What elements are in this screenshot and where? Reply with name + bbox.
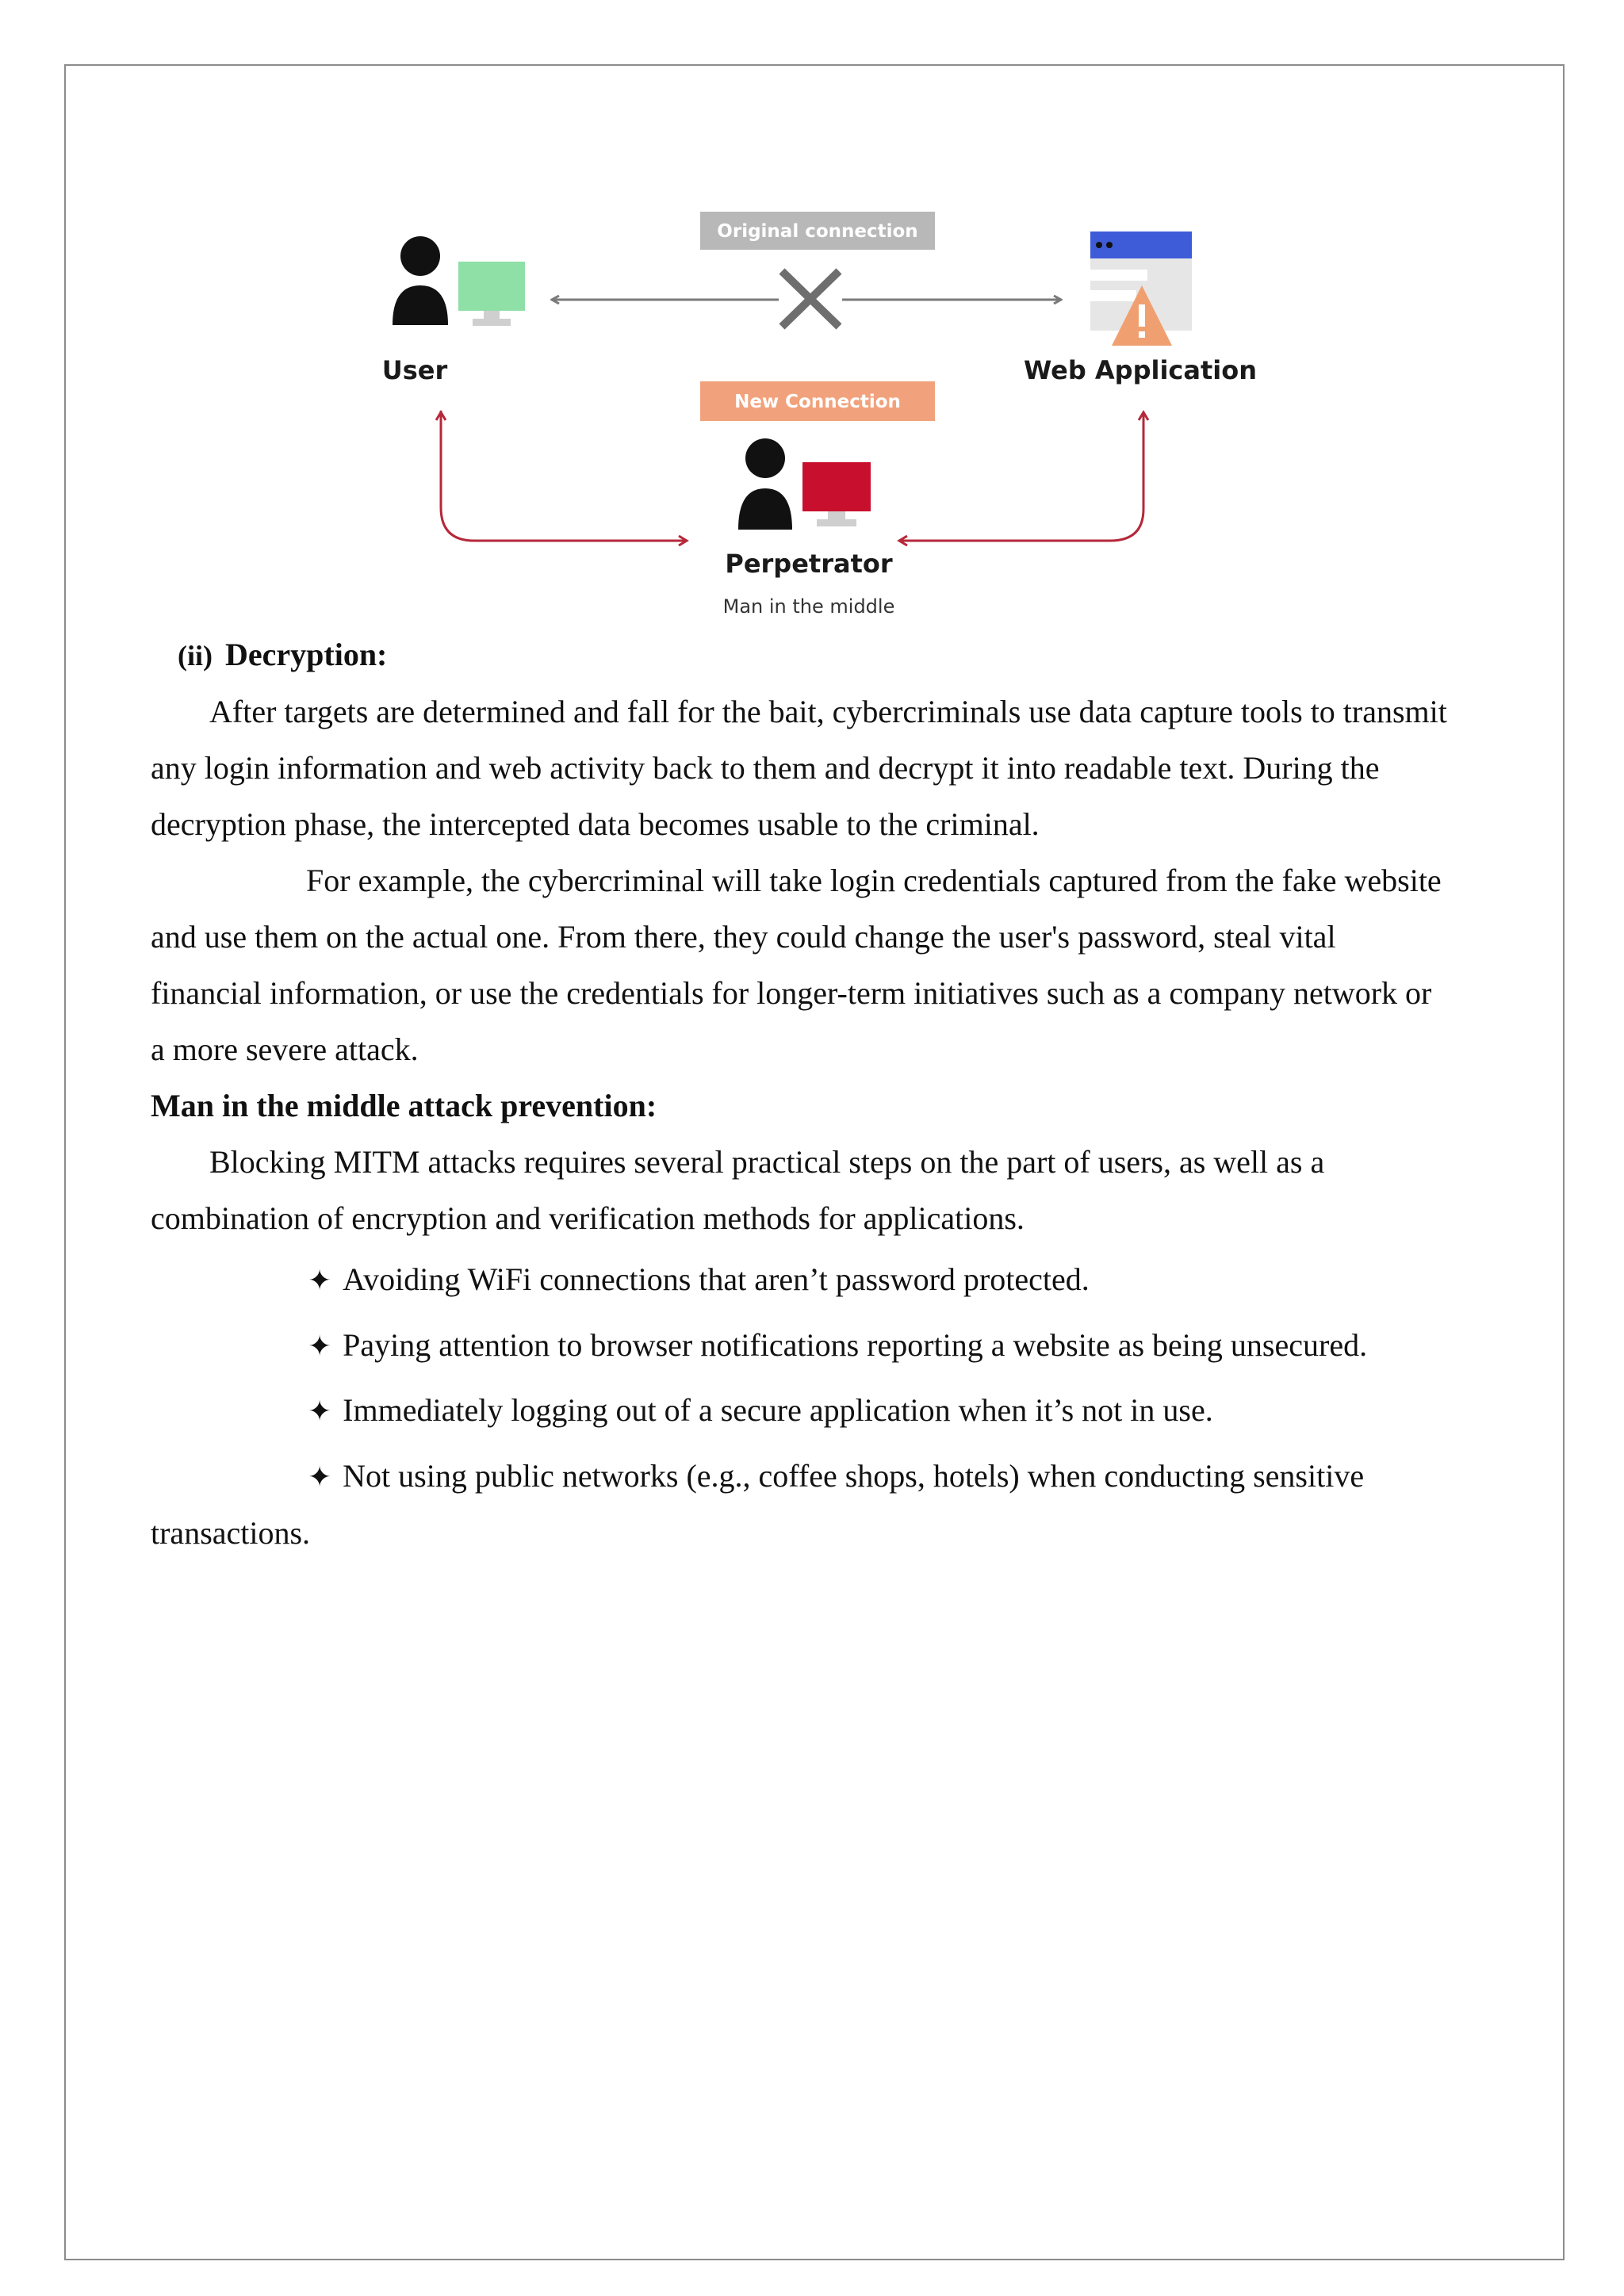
perpetrator-monitor-icon xyxy=(802,462,871,526)
original-connection-label: Original connection xyxy=(717,221,918,242)
paragraph-line: After targets are determined and fall for the bait, cybercriminals use data capture tools to transmit xyxy=(209,694,1447,729)
bullet-item xyxy=(308,1317,1367,1375)
section-marker: (ii) xyxy=(178,640,213,672)
paragraph-line: combination of encryption and verification methods for applications. xyxy=(151,1200,1025,1236)
user-monitor-icon xyxy=(458,262,525,326)
star-bullet-icon: ✦ xyxy=(308,1461,332,1494)
paragraph-line: Blocking MITM attacks requires several practical steps on the part of users, as well as a xyxy=(209,1144,1325,1180)
paragraph-line: decryption phase, the intercepted data becomes usable to the criminal. xyxy=(151,806,1040,842)
bullet-item xyxy=(308,1251,1090,1309)
decryption-heading-text: Decryption: xyxy=(224,637,388,672)
bullet-text: Not using public networks (e.g., coffee shops, hotels) when conducting sensitive xyxy=(343,1458,1365,1494)
bullet-text: Paying attention to browser notifications reporting a website as being unsecured. xyxy=(343,1327,1368,1363)
bullet-continuation: transactions. xyxy=(151,1515,311,1551)
perpetrator-label: Perpetrator xyxy=(725,549,893,579)
star-bullet-icon: ✦ xyxy=(308,1395,332,1428)
bullet-text: Avoiding WiFi connections that aren’t password protected. xyxy=(343,1261,1090,1297)
perpetrator-person-icon xyxy=(738,438,792,530)
star-bullet-icon: ✦ xyxy=(308,1265,332,1297)
paragraph-line: a more severe attack. xyxy=(151,1031,419,1067)
prevention-heading: Man in the middle attack prevention: xyxy=(151,1088,657,1123)
paragraph-line: and use them on the actual one. From there, they could change the user's password, steal vital xyxy=(151,919,1336,955)
broken-connection-x-icon xyxy=(782,271,839,327)
user-label: User xyxy=(381,355,448,385)
paragraph-line: For example, the cybercriminal will take login credentials captured from the fake website xyxy=(306,863,1442,898)
perpetrator-to-web-arrow xyxy=(899,428,1143,541)
bullet-item xyxy=(308,1382,1213,1440)
star-bullet-icon: ✦ xyxy=(308,1330,332,1363)
new-connection-label: New Connection xyxy=(734,392,901,412)
web-application-label: Web Application xyxy=(1023,355,1258,385)
bullet-text: Immediately logging out of a secure application when it’s not in use. xyxy=(343,1392,1213,1428)
paragraph-line: financial information, or use the credentials for longer-term initiatives such as a company network or xyxy=(151,975,1432,1011)
mitm-diagram xyxy=(0,0,1624,634)
user-person-icon xyxy=(393,236,448,325)
paragraph-line: any login information and web activity back to them and decrypt it into readable text. During the xyxy=(151,750,1380,786)
decryption-heading xyxy=(178,626,387,684)
bullet-item xyxy=(308,1448,1364,1506)
perpetrator-sublabel: Man in the middle xyxy=(722,595,895,618)
user-to-perpetrator-arrow xyxy=(441,411,687,541)
